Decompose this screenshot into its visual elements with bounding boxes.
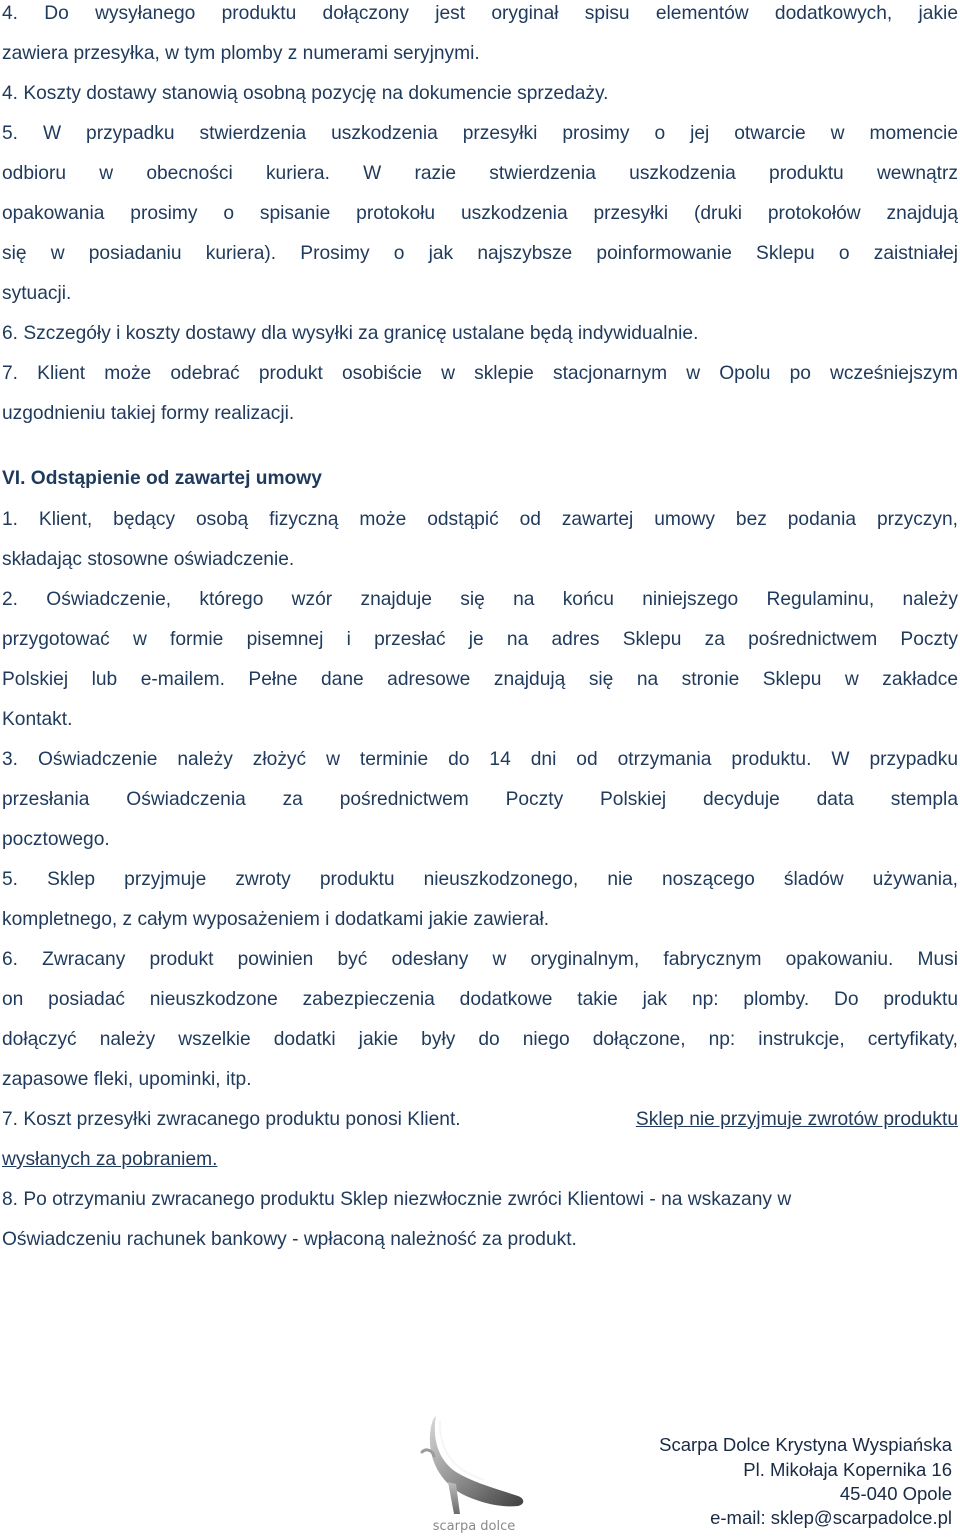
- logo-wordmark: scarpa dolce: [432, 1519, 516, 1534]
- footer-email: e-mail: sklep@scarpadolce.pl: [710, 1507, 952, 1528]
- text-line: uzgodnieniu takiej formy realizacji.: [2, 403, 295, 424]
- text-line: on posiadać nieuszkodzone zabezpieczenia dodatkowe takie jak np: plomby. Do produktu: [2, 989, 958, 1010]
- no-cod-notice: wysłanych za pobraniem.: [2, 1149, 218, 1170]
- text-line: Kontakt.: [2, 709, 73, 730]
- text-line: 8. Po otrzymaniu zwracanego produktu Sklep niezwłocznie zwróci Klientowi - na wskazany w: [2, 1189, 792, 1210]
- text-line: opakowania prosimy o spisanie protokołu uszkodzenia przesyłki (druki protokołów znajdują: [2, 203, 958, 224]
- text-line: 1. Klient, będący osobą fizyczną może odstąpić od zawartej umowy bez podania przyczyn,: [2, 509, 958, 530]
- text-line: przesłania Oświadczenia za pośrednictwem Poczty Polskiej decyduje data stempla: [2, 789, 958, 810]
- text-line: zawiera przesyłka, w tym plomby z numerami seryjnymi.: [2, 43, 480, 64]
- text-line: sytuacji.: [2, 283, 72, 304]
- footer-company: Scarpa Dolce Krystyna Wyspiańska: [659, 1434, 952, 1455]
- section-heading: VI. Odstąpienie od zawartej umowy: [2, 468, 322, 489]
- text-segment: 7. Koszt przesyłki zwracanego produktu ponosi Klient.: [2, 1109, 466, 1130]
- text-line: się w posiadaniu kuriera). Prosimy o jak najszybsze poinformowanie Sklepu o zaistniałej: [2, 243, 958, 264]
- no-cod-notice: Sklep nie przyjmuje zwrotów produktu: [635, 1109, 958, 1130]
- high-heel-shoe-icon: [414, 1410, 534, 1520]
- text-line: składając stosowne oświadczenie.: [2, 549, 295, 570]
- text-line: Oświadczeniu rachunek bankowy - wpłaconą należność za produkt.: [2, 1229, 577, 1250]
- text-line: 4. Do wysyłanego produktu dołączony jest oryginał spisu elementów dodatkowych, jakie: [2, 3, 958, 24]
- text-line: 3. Oświadczenie należy złożyć w terminie do 14 dni od otrzymania produktu. W przypadku: [2, 749, 958, 770]
- text-line: odbioru w obecności kuriera. W razie stwierdzenia uszkodzenia produktu wewnątrz: [2, 163, 958, 184]
- company-logo: [414, 1410, 534, 1536]
- text-line: 6. Szczegóły i koszty dostawy dla wysyłki za granicę ustalane będą indywidualnie.: [2, 323, 699, 344]
- text-line: 6. Zwracany produkt powinien być odesłany w oryginalnym, fabrycznym opakowaniu. Musi: [2, 949, 958, 970]
- text-line: 2. Oświadczenie, którego wzór znajduje się na końcu niniejszego Regulaminu, należy: [2, 589, 958, 610]
- text-line: 7. Klient może odebrać produkt osobiście w sklepie stacjonarnym w Opolu po wcześniejszym: [2, 363, 958, 384]
- text-line: kompletnego, z całym wyposażeniem i dodatkami jakie zawierał.: [2, 909, 550, 930]
- text-line: dołączyć należy wszelkie dodatki jakie były do niego dołączone, np: instrukcje, certyfikaty,: [2, 1029, 958, 1050]
- text-line: 4. Koszty dostawy stanowią osobną pozycję na dokumencie sprzedaży.: [2, 83, 609, 104]
- footer-street: Pl. Mikołaja Kopernika 16: [743, 1459, 952, 1480]
- text-line: pocztowego.: [2, 829, 110, 850]
- text-line: przygotować w formie pisemnej i przesłać je na adres Sklepu za pośrednictwem Poczty: [2, 629, 958, 650]
- text-line: zapasowe fleki, upominki, itp.: [2, 1069, 252, 1090]
- footer-city: 45-040 Opole: [839, 1483, 952, 1504]
- text-line: 5. W przypadku stwierdzenia uszkodzenia przesyłki prosimy o jej otwarcie w momencie: [2, 123, 958, 144]
- text-line: [2, 1108, 958, 1132]
- text-line: 5. Sklep przyjmuje zwroty produktu nieuszkodzonego, nie noszącego śladów używania,: [2, 869, 958, 890]
- text-line: Polskiej lub e-mailem. Pełne dane adresowe znajdują się na stronie Sklepu w zakładce: [2, 669, 958, 690]
